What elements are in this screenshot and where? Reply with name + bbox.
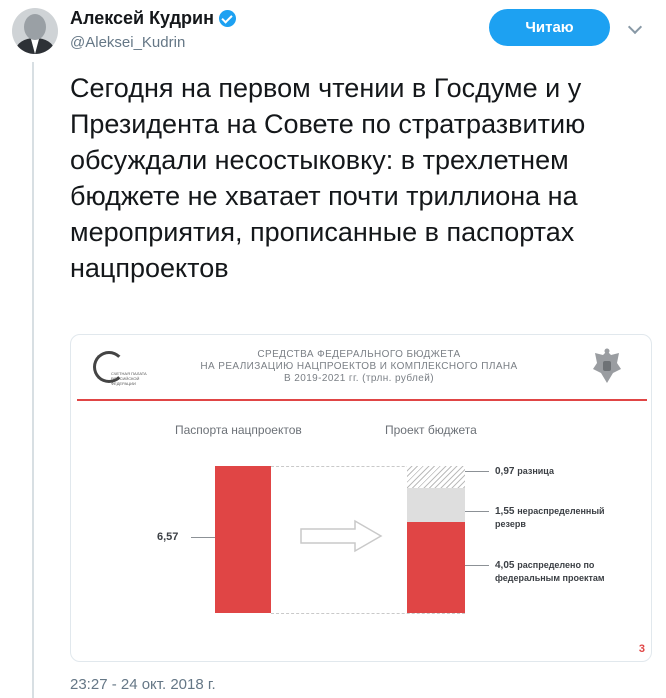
slide-title-line2: НА РЕАЛИЗАЦИЮ НАЦПРОЕКТОВ И КОМПЛЕКСНОГО ПЛАНА [200,361,518,372]
bar-segment-difference [407,466,465,488]
category-label-budget: Проект бюджета [385,423,477,437]
difference-label: 0,97 разница [495,466,554,477]
following-button[interactable]: Читаю [489,9,610,46]
arrow-right-icon [299,519,383,553]
leader-passport [191,537,215,538]
avatar[interactable] [12,8,58,54]
user-name-row[interactable] [70,8,236,29]
slide-page-number: 3 [638,643,645,655]
coat-of-arms-icon [591,347,623,385]
user-name[interactable]: Алексей Кудрин [70,8,214,28]
leader-reserve [465,511,489,512]
tweet-media-slide[interactable]: СЧЕТНАЯ ПАЛАТА РОССИЙСКОЙ ФЕДЕРАЦИИ СРЕДСТВА ФЕДЕРАЛЬНОГО БЮДЖЕТА НА РЕАЛИЗАЦИЮ НАЦПРОЕКТОВ И КОМПЛЕКСНОГО ПЛАНА В 2019-2021 гг. (трлн. рублей) Паспорта нацпроектов Проект бюджета 6,57 0,97 разница 1,55 нераспределенный резерв 4,05 распределено по федеральным проектам 3 [70,334,652,662]
category-label-passports: Паспорта нацпроектов [175,423,302,437]
tweet-timestamp[interactable]: 23:27 - 24 окт. 2018 г. [70,676,216,693]
reserve-label: 1,55 нераспределенный резерв [495,506,605,529]
slide-title [189,349,529,385]
leader-difference [465,471,489,472]
slide-red-rule [77,399,647,401]
dashed-guide-bottom [271,613,465,614]
bar-segment-distributed [407,522,465,613]
tweet-text: Сегодня на первом чтении в Госдуме и у Президента на Совете по стратразвитию обсуждали несостыковку: в трехлетнем бюджете не хватает почти триллиона на мероприятия, прописанные в паспортах нацпроектов [70,73,586,283]
distributed-label: 4,05 распределено по федеральным проектам [495,560,605,583]
bar-segment-reserve [407,488,465,523]
bar-passport-total [215,466,271,613]
thread-line [32,62,34,698]
chevron-down-icon[interactable] [628,20,642,34]
passport-value-label: 6,57 [157,531,179,543]
user-handle[interactable]: @Aleksei_Kudrin [70,34,186,51]
leader-distributed [465,565,489,566]
slide-title-line1: СРЕДСТВА ФЕДЕРАЛЬНОГО БЮДЖЕТА [257,349,461,360]
slide-title-line3: В 2019-2021 гг. (трлн. рублей) [284,373,434,384]
verified-icon [219,10,236,27]
